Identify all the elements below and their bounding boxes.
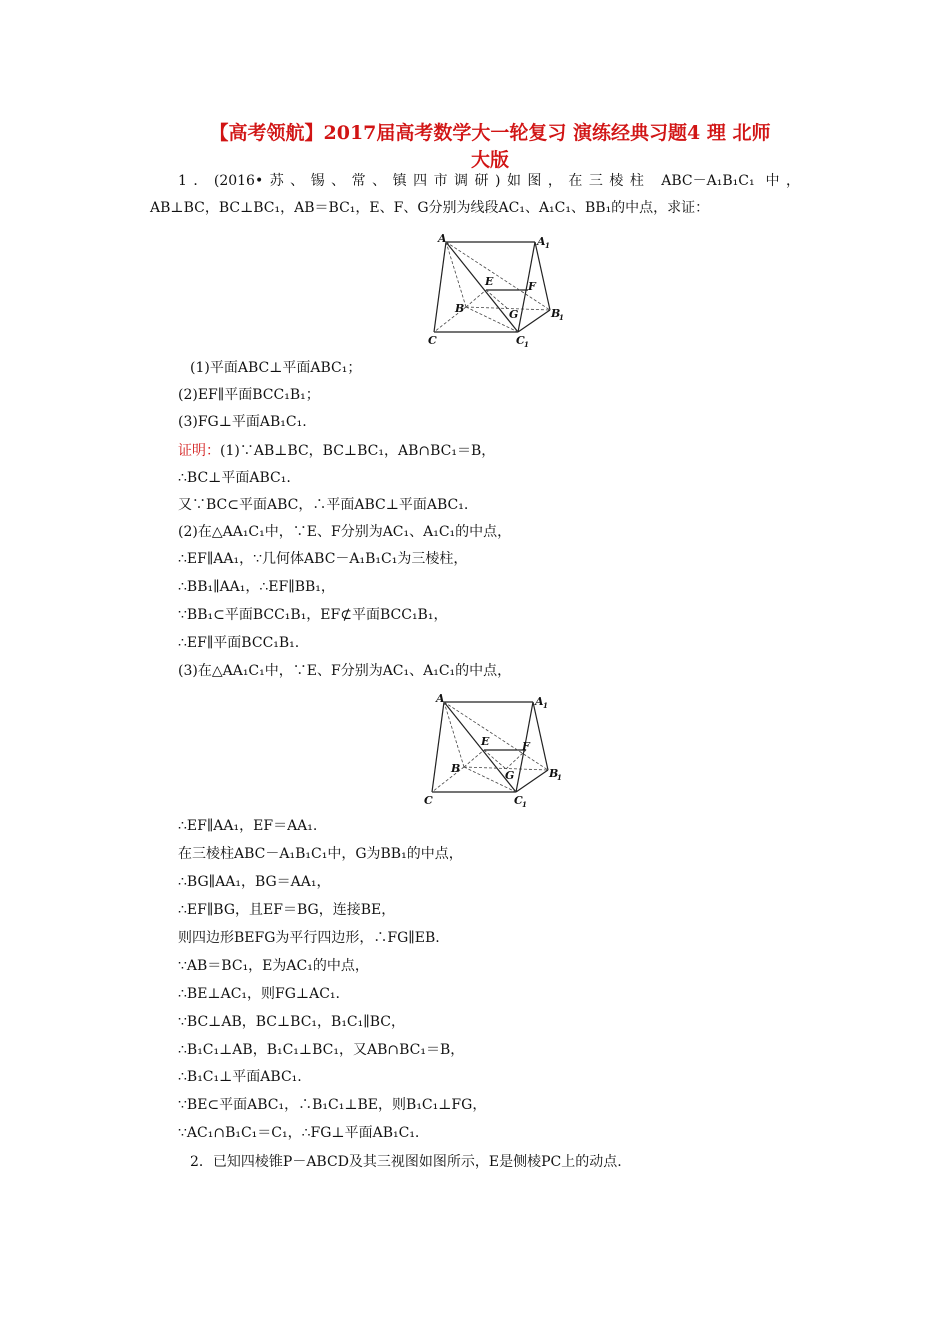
label-e: E (485, 275, 494, 288)
proof-line: 在三棱柱ABC－A₁B₁C₁中，G为BB₁的中点， (178, 846, 463, 862)
label-a1: A (537, 235, 546, 248)
label-b1-sub: 1 (559, 313, 564, 322)
proof-line: ∵BE⊂平面ABC₁，∴B₁C₁⊥BE，则B₁C₁⊥FG， (178, 1097, 487, 1113)
proof-line: ∴EF∥平面BCC₁B₁. (178, 635, 300, 651)
proof-line: ∴B₁C₁⊥平面ABC₁. (178, 1069, 302, 1085)
problem-1-statement (150, 168, 800, 222)
proof-line: (2)在△AA₁C₁中，∵E、F分别为AC₁、A₁C₁的中点， (178, 524, 512, 540)
problem-1-line-2: AB⊥BC，BC⊥BC₁，AB＝BC₁，E、F、G分别为线段AC₁、A₁C₁、BB₁的中点，求证： (150, 200, 710, 216)
proof-line: ∵AC₁∩B₁C₁＝C₁，∴FG⊥平面AB₁C₁. (178, 1125, 420, 1141)
title-line-1: 【高考领航】2017届高考数学大一轮复习 演练经典习题4 理 北师 (209, 122, 771, 144)
label-b1: B (549, 767, 559, 780)
part-2: (2)EF∥平面BCC₁B₁； (178, 387, 320, 403)
proof-line: ∴B₁C₁⊥AB，B₁C₁⊥BC₁，又AB∩BC₁＝B， (178, 1042, 465, 1058)
proof-line: ∴EF∥AA₁，EF＝AA₁. (178, 818, 318, 834)
label-g: G (505, 769, 515, 782)
problem-2-statement: 2．已知四棱锥P－ABCD及其三视图如图所示，E是侧棱PC上的动点. (190, 1154, 622, 1170)
prism-figure-1 (420, 232, 580, 350)
proof-line: ∵AB＝BC₁，E为AC₁的中点， (178, 958, 369, 974)
proof-label: 证明： (178, 443, 220, 459)
proof-line: (3)在△AA₁C₁中，∵E、F分别为AC₁、A₁C₁的中点， (178, 663, 512, 679)
proof-line: ∵BC⊥AB，BC⊥BC₁，B₁C₁∥BC， (178, 1014, 405, 1030)
proof-line: 又∵BC⊂平面ABC，∴平面ABC⊥平面ABC₁. (178, 497, 469, 513)
title-line-2: 大版 (470, 149, 509, 171)
label-a1-sub: 1 (543, 701, 548, 710)
prism-figure-2 (418, 692, 578, 810)
label-f: F (528, 280, 536, 293)
label-b1: B (551, 307, 561, 320)
label-c1-sub: 1 (522, 800, 527, 809)
label-b1-sub: 1 (557, 773, 562, 782)
label-c: C (428, 334, 437, 347)
label-b: B (451, 762, 461, 775)
label-e: E (481, 735, 490, 748)
proof-line: ∴EF∥AA₁，∵几何体ABC－A₁B₁C₁为三棱柱， (178, 551, 468, 567)
label-c: C (424, 794, 433, 807)
label-g: G (509, 308, 519, 321)
part-3: (3)FG⊥平面AB₁C₁. (178, 414, 307, 430)
proof-line: ∴BB₁∥AA₁，∴EF∥BB₁， (178, 579, 335, 595)
label-c1: C (514, 794, 523, 807)
label-a: A (438, 232, 447, 245)
proof-line: ∴BE⊥AC₁，则FG⊥AC₁. (178, 986, 340, 1002)
document-title (120, 120, 860, 174)
label-c1: C (516, 334, 525, 347)
label-a: A (436, 692, 445, 705)
proof-start (178, 441, 495, 461)
label-b: B (455, 302, 465, 315)
problem-1-line-1: 1．(2016•苏、锡、常、镇四市调研)如图，在三棱柱 ABC－A₁B₁C₁ 中， (178, 173, 800, 189)
proof-line: 则四边形BEFG为平行四边形，∴FG∥EB. (178, 930, 440, 946)
proof-line: ∵BB₁⊂平面BCC₁B₁，EF⊄平面BCC₁B₁， (178, 607, 448, 623)
label-c1-sub: 1 (524, 340, 529, 349)
proof-line: ∴BC⊥平面ABC₁. (178, 470, 291, 486)
proof-line: ∴EF∥BG，且EF＝BG，连接BE， (178, 902, 396, 918)
label-a1: A (535, 695, 544, 708)
part-1: (1)平面ABC⊥平面ABC₁； (190, 360, 362, 376)
proof-first-line: (1)∵AB⊥BC，BC⊥BC₁，AB∩BC₁＝B， (220, 443, 496, 459)
proof-line: ∴BG∥AA₁，BG＝AA₁， (178, 874, 331, 890)
label-f: F (522, 740, 530, 753)
label-a1-sub: 1 (545, 241, 550, 250)
